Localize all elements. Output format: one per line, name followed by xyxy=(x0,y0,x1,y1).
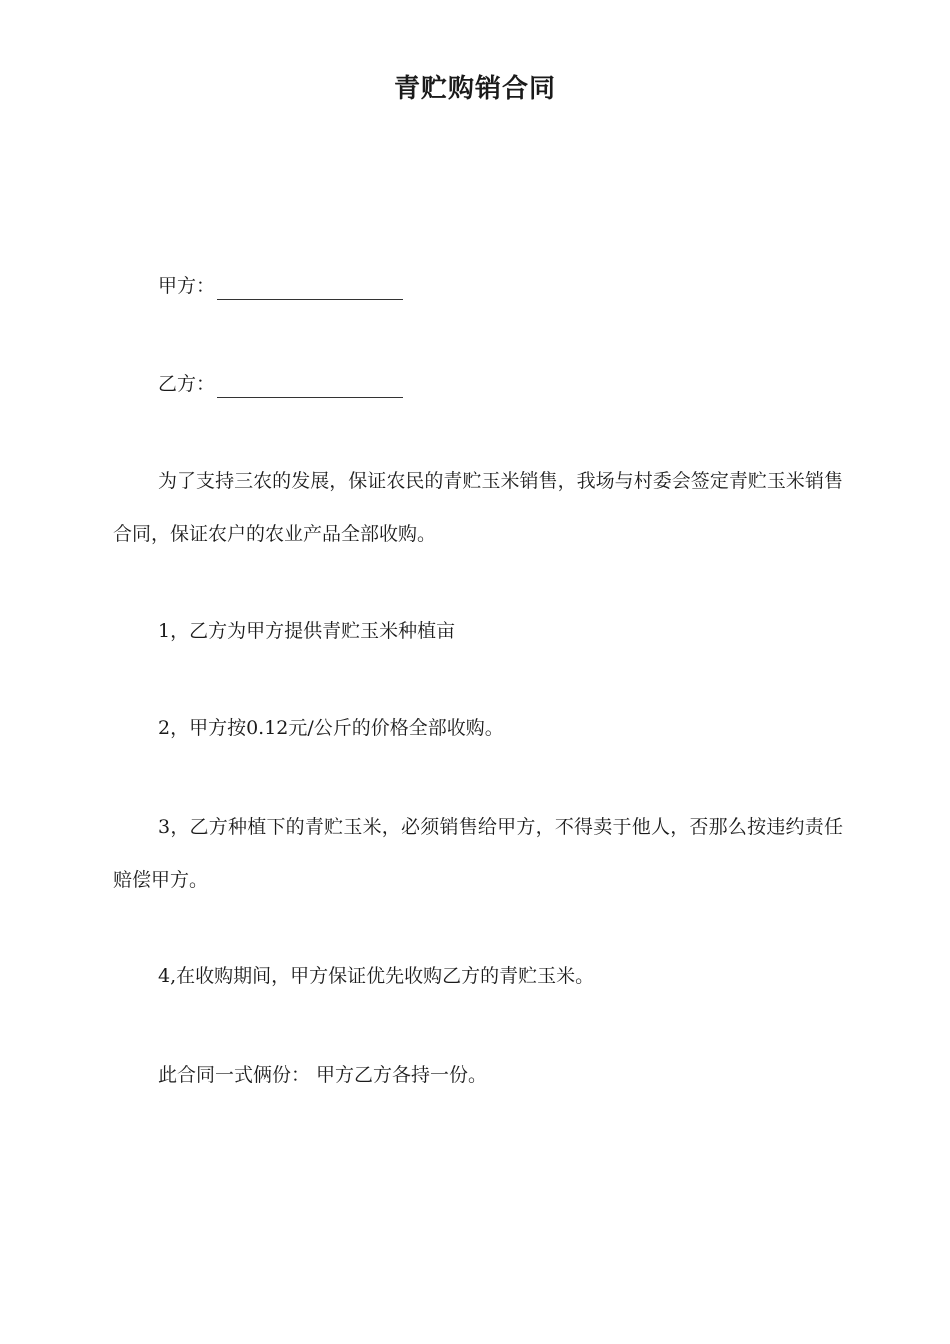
clause-1: 1，乙方为甲方提供青贮玉米种植亩 xyxy=(158,620,456,642)
clause-3: 3，乙方种植下的青贮玉米，必须销售给甲方，不得卖于他人，否那么按违约责任赔偿甲方。 xyxy=(113,816,843,891)
document-title: 青贮购销合同 xyxy=(393,74,556,104)
party-a-label: 甲方： xyxy=(158,275,216,297)
party-b-line xyxy=(158,370,403,398)
intro-paragraph: 为了支持三农的发展，保证农民的青贮玉米销售，我场与村委会签定青贮玉米销售合同，保证农户的农业产品全部收购。 xyxy=(113,470,843,545)
party-a-line xyxy=(158,272,403,300)
clause-2: 2，甲方按0.12元/公斤的价格全部收购。 xyxy=(158,717,504,739)
clause-4: 4,在收购期间，甲方保证优先收购乙方的青贮玉米。 xyxy=(158,965,595,987)
party-b-label: 乙方： xyxy=(158,373,216,395)
party-b-blank xyxy=(217,377,403,398)
party-a-blank xyxy=(217,279,403,300)
closing-paragraph: 此合同一式俩份： 甲方乙方各持一份。 xyxy=(158,1064,488,1086)
